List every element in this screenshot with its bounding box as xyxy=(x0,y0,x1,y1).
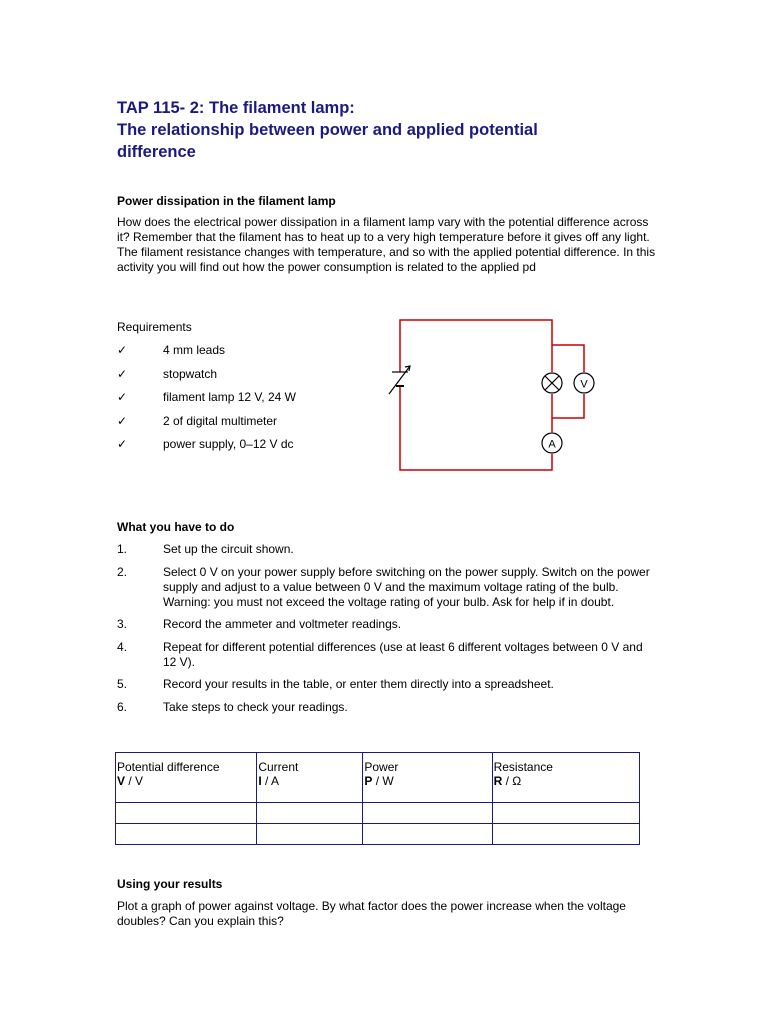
page-title xyxy=(117,97,677,163)
results-paragraph: Plot a graph of power against voltage. By what factor does the power increase when the voltage doubles? Can you explain this? xyxy=(117,899,626,928)
filament-lamp-icon xyxy=(542,373,562,393)
circuit-diagram xyxy=(380,310,600,480)
procedure-steps xyxy=(117,542,657,722)
procedure-step: 3. Record the ammeter and voltmeter readings. xyxy=(117,617,402,631)
table-cell[interactable] xyxy=(116,803,257,824)
section-heading-procedure: What you have to do xyxy=(117,520,235,534)
title-line-2: The relationship between power and applied potential xyxy=(117,121,538,139)
table-cell[interactable] xyxy=(363,803,492,824)
check-icon: ✓ xyxy=(117,437,128,451)
column-header-current: Current I / A xyxy=(257,753,363,803)
voltmeter-label: V xyxy=(580,378,588,391)
column-header-potential-difference: Potential difference V / V xyxy=(116,753,257,803)
results-table xyxy=(115,752,640,845)
procedure-step: 5. Record your results in the table, or enter them directly into a spreadsheet. xyxy=(117,677,554,691)
title-line-1: TAP 115- 2: The filament lamp: xyxy=(117,99,355,117)
column-header-resistance: Resistance R / Ω xyxy=(492,753,639,803)
check-icon: ✓ xyxy=(117,343,128,357)
ammeter-label: A xyxy=(548,438,556,451)
check-icon: ✓ xyxy=(117,413,128,428)
intro-paragraph: How does the electrical power dissipation in a filament lamp vary with the potential difference across it? Remember that the filament has to heat up to a very high temperature before it gives off any light. The filament resistance changes with temperature, and so with the applied potential difference. In this activity you will find out how the power consumption is related to the applied pd xyxy=(117,215,656,274)
voltmeter-icon xyxy=(574,373,594,393)
table-cell[interactable] xyxy=(492,824,639,845)
check-icon: ✓ xyxy=(117,366,128,381)
requirements-heading: Requirements xyxy=(117,320,192,334)
column-header-power: Power P / W xyxy=(363,753,492,803)
table-cell[interactable] xyxy=(257,824,363,845)
section-heading-power-dissipation: Power dissipation in the filament lamp xyxy=(117,194,336,208)
table-cell[interactable] xyxy=(257,803,363,824)
check-icon: ✓ xyxy=(117,390,128,404)
table-header-row xyxy=(116,753,640,803)
table-row xyxy=(116,803,640,824)
section-heading-using-results: Using your results xyxy=(117,877,223,891)
procedure-step: 1. Set up the circuit shown. xyxy=(117,542,294,556)
ammeter-icon xyxy=(542,433,562,453)
table-cell[interactable] xyxy=(363,824,492,845)
table-cell[interactable] xyxy=(492,803,639,824)
title-line-3: difference xyxy=(117,143,196,161)
procedure-step: 2. Select 0 V on your power supply before switching on the power supply. Switch on the power supply and adjust to a value between 0 V and the maximum voltage rating of the bulb. Warning: you must not exceed the voltage rating of your bulb. Ask for help if in doubt. xyxy=(117,564,650,609)
procedure-step: 6. Take steps to check your readings. xyxy=(117,699,348,714)
table-cell[interactable] xyxy=(116,824,257,845)
table-row xyxy=(116,824,640,845)
procedure-step: 4. Repeat for different potential differences (use at least 6 different voltages between 0 V and 12 V). xyxy=(117,639,643,669)
